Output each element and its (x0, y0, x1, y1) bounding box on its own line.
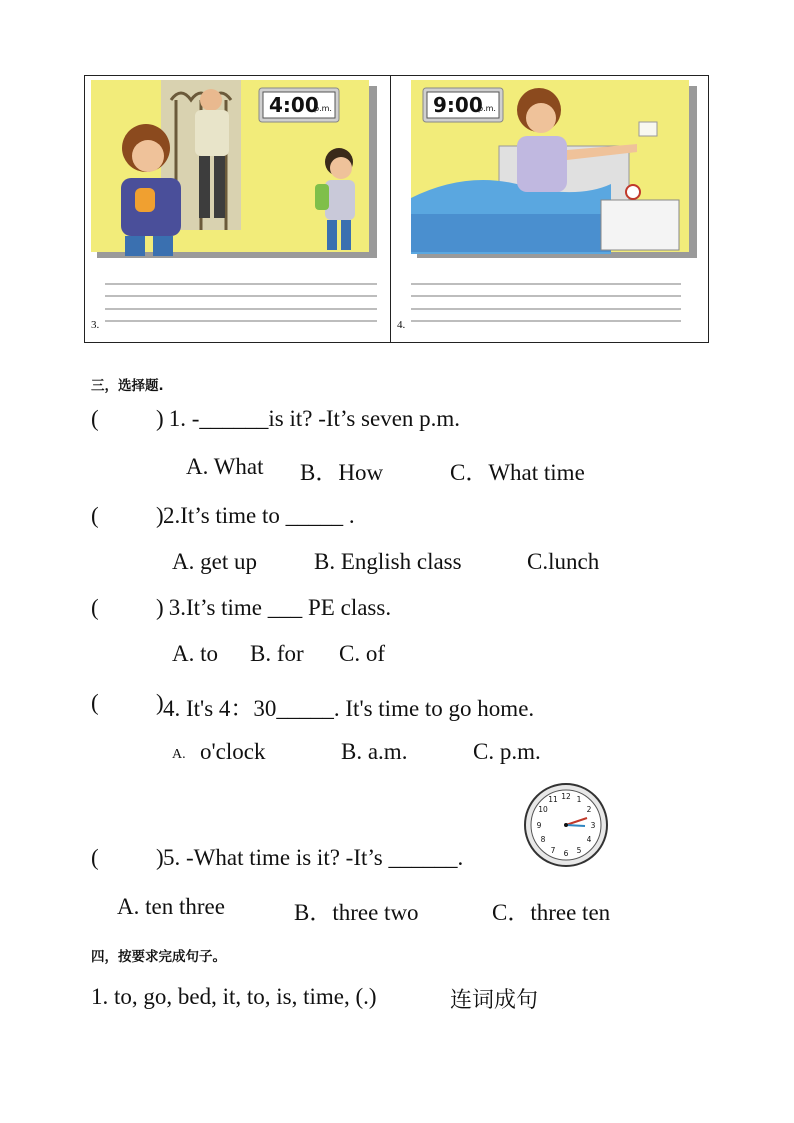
option: A. get up (172, 549, 257, 574)
left-clock-time: 4:00 (269, 93, 319, 117)
section-heading: 三，选择题. (91, 378, 164, 394)
question-stem: 3.It’s time ___ PE class. (163, 595, 392, 620)
picture-number: 3. (91, 319, 100, 331)
left-clock-suffix: p.m. (314, 104, 332, 113)
option: A. to (172, 641, 218, 666)
answer-paren-open: ( (91, 845, 99, 870)
instruction-text: 连词成句 (450, 988, 539, 1013)
svg-text:5: 5 (576, 846, 582, 855)
svg-text:4: 4 (586, 835, 592, 844)
answer-paren-open: ( (91, 503, 99, 528)
sentence-item: 1. to, go, bed, it, to, is, time, (.) (91, 984, 377, 1009)
option: B．three two (294, 900, 419, 925)
writing-line (105, 295, 377, 297)
section-heading: 四，按要求完成句子。 (91, 949, 226, 965)
svg-text:8: 8 (540, 835, 546, 844)
svg-text:9: 9 (536, 821, 542, 830)
writing-line (411, 308, 681, 310)
svg-text:3: 3 (590, 821, 596, 830)
option: C．What time (450, 460, 585, 485)
option: C.lunch (527, 549, 600, 574)
right-clock-suffix: p.m. (478, 104, 496, 113)
question-stem: 5. -What time is it? -It’s ______. (163, 845, 464, 870)
svg-text:2: 2 (586, 805, 592, 814)
option: C. of (339, 641, 385, 666)
picture-table (84, 75, 709, 343)
svg-text:11: 11 (548, 795, 558, 804)
writing-line (105, 308, 377, 310)
right-clock-time: 9:00 (433, 93, 483, 117)
option: B. a.m. (341, 739, 408, 764)
option: A. What (186, 454, 264, 479)
question-stem: 4. It's 4：30_____. It's time to go home. (163, 696, 535, 721)
question-stem: 2.It’s time to _____ . (163, 503, 355, 528)
writing-line (105, 320, 377, 322)
answer-paren-close: ) (156, 503, 164, 528)
option: C. p.m. (473, 739, 541, 764)
svg-text:7: 7 (550, 846, 556, 855)
svg-text:12: 12 (561, 792, 571, 801)
answer-paren-close: ) (156, 406, 164, 431)
writing-line (105, 283, 377, 285)
writing-line (411, 283, 681, 285)
question-stem: 1. -______is it? -It’s seven p.m. (163, 406, 461, 431)
option: o'clock (200, 739, 266, 764)
answer-paren-close: ) (156, 845, 164, 870)
svg-text:1: 1 (576, 795, 582, 804)
option: A. ten three (117, 894, 225, 919)
picture-bedtime (411, 80, 699, 258)
answer-paren-close: ) (156, 595, 164, 620)
svg-text:10: 10 (538, 805, 548, 814)
writing-line (411, 320, 681, 322)
option: B．How (300, 460, 384, 485)
answer-paren-open: ( (91, 595, 99, 620)
svg-text:6: 6 (563, 849, 569, 858)
option-letter: A. (172, 747, 186, 762)
answer-paren-open: ( (91, 690, 99, 715)
clock-face-illustration (523, 782, 609, 868)
option: B. English class (314, 549, 462, 574)
answer-paren-close: ) (156, 690, 164, 715)
picture-number: 4. (397, 319, 406, 331)
option: B. for (250, 641, 304, 666)
answer-paren-open: ( (91, 406, 99, 431)
picture-home-from-school (91, 80, 379, 258)
option: C．three ten (492, 900, 611, 925)
table-divider (390, 76, 391, 342)
writing-line (411, 295, 681, 297)
